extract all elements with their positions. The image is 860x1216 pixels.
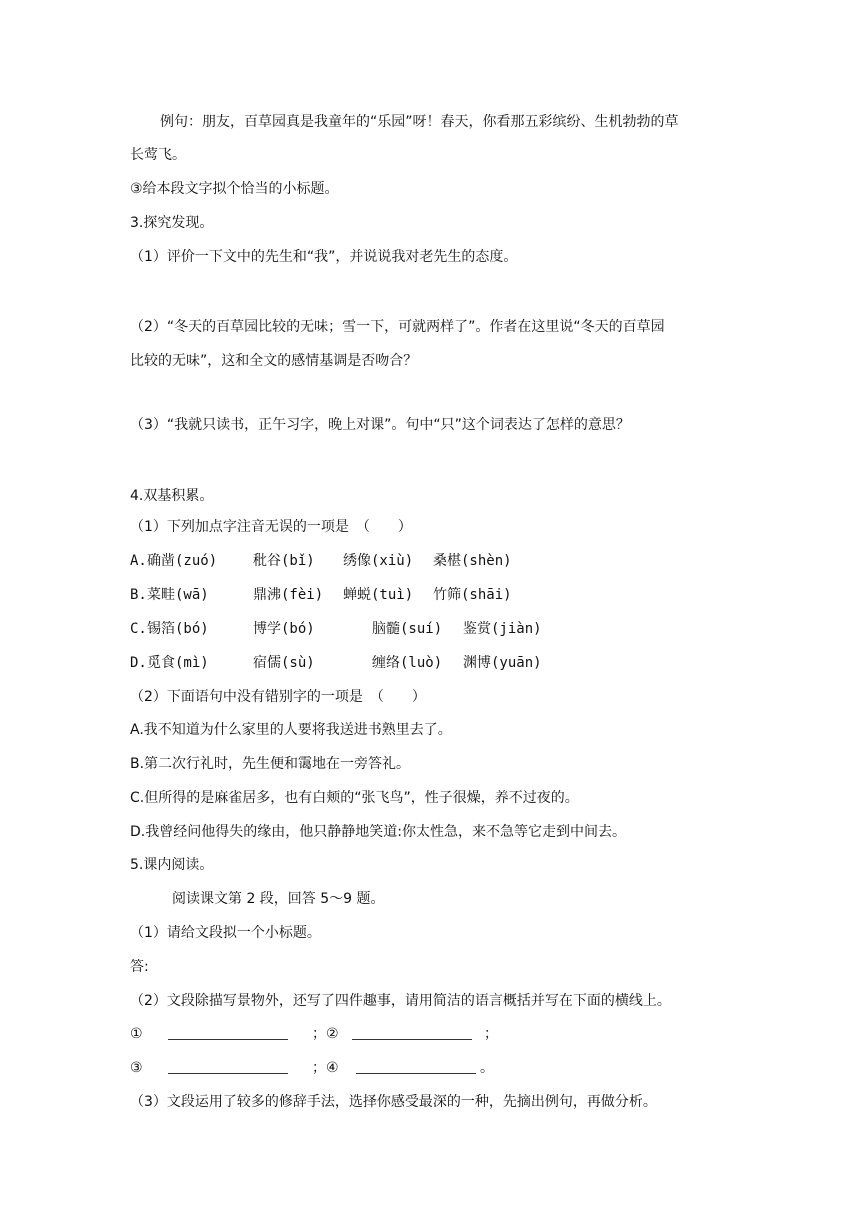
q5-title: 5.课内阅读。 xyxy=(130,857,214,873)
option-item: 蝉蜕(tuì) xyxy=(343,587,414,603)
option-label: A. xyxy=(130,553,147,569)
option-label: C. xyxy=(130,621,147,637)
answer-blank-4[interactable] xyxy=(356,1059,476,1074)
q5-part1: （1）请给文段拟一个小标题。 xyxy=(130,925,321,941)
option-item: 鼎沸(fèi) xyxy=(253,587,324,603)
answer-blank-1[interactable] xyxy=(168,1025,288,1040)
option-item: 菜畦(wā) xyxy=(147,587,209,603)
option-item: 鉴赏(jiàn) xyxy=(463,621,542,637)
q3-part3: （3）“我就只读书，正午习字，晚上对课”。句中“只”这个词表达了怎样的意思？ xyxy=(130,417,630,433)
q4-option2-a: A.我不知道为什么家里的人要将我送进书熟里去了。 xyxy=(130,722,452,738)
q5-part3: （3）文段运用了较多的修辞手法，选择你感受最深的一种，先摘出例句，再做分析。 xyxy=(130,1094,657,1110)
answer-blank-3[interactable] xyxy=(168,1059,288,1074)
q4-option2-d: D.我曾经问他得失的缘由，他只静静地笑道:你太性急，来不急等它走到中间去。 xyxy=(130,824,626,840)
option-item: 确凿(zuó) xyxy=(147,553,218,569)
option-item: 秕谷(bǐ) xyxy=(253,553,315,569)
q3-part1: （1）评价一下文中的先生和“我”，并说说我对老先生的态度。 xyxy=(130,249,518,265)
option-item: 博学(bó) xyxy=(253,621,315,637)
option-item: 脑髓(suí) xyxy=(372,621,443,637)
option-item: 桑椹(shèn) xyxy=(433,553,512,569)
marker-2: ；② xyxy=(312,1026,339,1042)
q4-part2: （2）下面语句中没有错别字的一项是 （ ） xyxy=(130,689,426,705)
answer-blank-2[interactable] xyxy=(352,1025,472,1040)
q3-title: 3.探究发现。 xyxy=(130,215,214,231)
q5-answer-label: 答: xyxy=(130,959,149,975)
example-line-1: 例句：朋友，百草园真是我童年的“乐园”呀！春天，你看那五彩缤纷、生机勃勃的草 xyxy=(160,114,679,130)
option-label: D. xyxy=(130,655,147,671)
q3-part2-line2: 比较的无味”，这和全文的感情基调是否吻合？ xyxy=(130,353,418,369)
marker-4: ；④ xyxy=(312,1060,339,1076)
q3-part2-line1: （2）“冬天的百草园比较的无味；雪一下，可就两样了”。作者在这里说“冬天的百草园 xyxy=(130,319,665,335)
example-line-2: 长莺飞。 xyxy=(130,147,186,163)
q5-part2: （2）文段除描写景物外，还写了四件趣事，请用简洁的语言概括并写在下面的横线上。 xyxy=(130,993,671,1009)
option-item: 竹筛(shāi) xyxy=(433,587,512,603)
q5-intro: 阅读课文第 2 段，回答 5～9 题。 xyxy=(172,891,385,907)
option-item: 锡箔(bó) xyxy=(147,621,209,637)
marker-3: ③ xyxy=(130,1060,143,1076)
period: 。 xyxy=(480,1060,494,1076)
option-label: B. xyxy=(130,587,147,603)
subtitle-question: ③给本段文字拟个恰当的小标题。 xyxy=(130,181,339,197)
option-item: 渊博(yuān) xyxy=(463,655,542,671)
marker-1: ① xyxy=(130,1026,143,1042)
semicolon: ； xyxy=(484,1026,498,1042)
q4-option2-c: C.但所得的是麻雀居多，也有白颊的“张飞鸟”，性子很燥，养不过夜的。 xyxy=(130,790,579,806)
option-item: 宿儒(sù) xyxy=(253,655,315,671)
q4-option2-b: B.第二次行礼时，先生便和霭地在一旁答礼。 xyxy=(130,756,411,772)
option-item: 绣像(xiù) xyxy=(343,553,414,569)
option-item: 觅食(mì) xyxy=(147,655,209,671)
q4-part1: （1）下列加点字注音无误的一项是 （ ） xyxy=(130,519,412,535)
q4-title: 4.双基积累。 xyxy=(130,488,214,504)
option-item: 缠络(luò) xyxy=(372,655,443,671)
